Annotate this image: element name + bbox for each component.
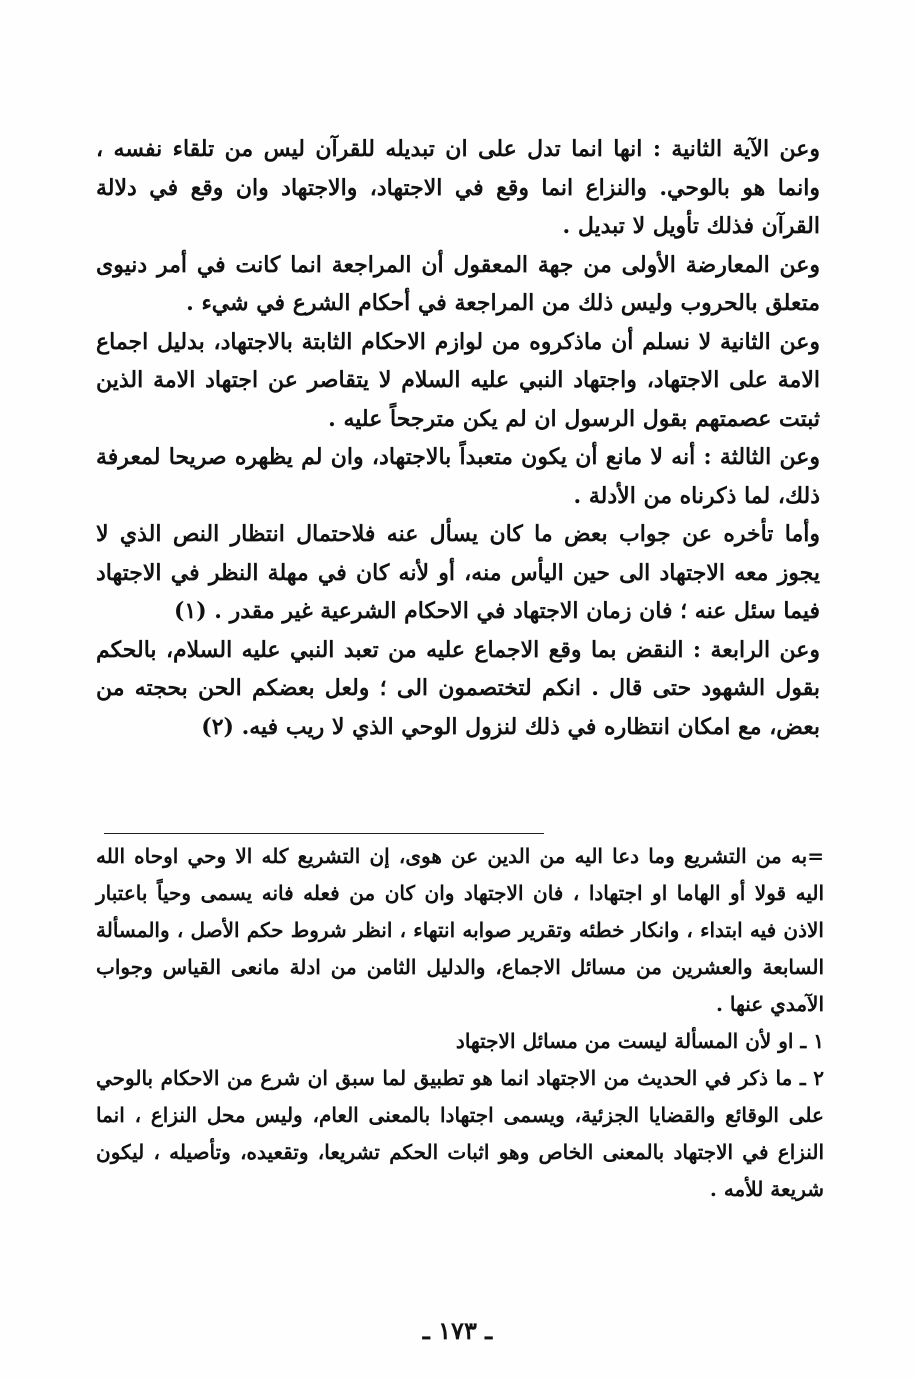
paragraph-second-objection: وعن الثانية لا نسلم أن ماذكروه من لوازم الاحكام الثابتة بالاجتهاد، بدليل اجماع الامة على الاجتهاد، واجتهاد النبي عليه السلام لا يتقاصر عن اجتهاد الامة الذين ثبتت عصمتهم بقول الرسول ان لم يكن مترجحاً عليه .: [96, 328, 820, 432]
paragraph-first-objection: وعن المعارضة الأولى من جهة المعقول أن المراجعة انما كانت في أمر دنيوى متعلق بالحروب وليس ذلك من المراجعة في أحكام الشرع في شيء .: [96, 251, 820, 316]
footnote-divider: [104, 833, 544, 834]
footnote-continuation: =به من التشريع وما دعا اليه من الدين عن هوى، إن التشريع كله الا وحي اوحاه الله اليه قولا أو الهاما او اجتهادا ، فان الاجتهاد وان كان من فعله فانه يسمى وحياً باعتبار الاذن فيه ابتداء ، وانكار خطئه وتقرير صوابه انتهاء ، انظر شروط حكم الأصل ، والمسألة السابعة والعشرين من مسائل الاجماع، والدليل الثامن من ادلة مانعى القياس وجواب الآمدي عنها .: [96, 844, 824, 1016]
footnotes: [96, 838, 824, 1208]
page-number: ـ ١٧٣ ـ: [422, 1316, 493, 1345]
footnote-1: ١ ـ او لأن المسألة ليست من مسائل الاجتهاد: [455, 1029, 824, 1053]
paragraph-third-objection: وعن الثالثة : أنه لا مانع أن يكون متعبداً بالاجتهاد، وان لم يظهره صريحا لمعرفة ذلك، لما ذكرناه من الأدلة .: [96, 444, 820, 509]
paragraph-verse-answer: وعن الآية الثانية : انها انما تدل على ان تبديله للقرآن ليس من تلقاء نفسه ، وانما هو بالوحي. والنزاع انما وقع في الاجتهاد، والاجتهاد وان وقع في دلالة القرآن فذلك تأويل لا تبديل .: [96, 136, 820, 239]
paragraph-delay-answer: وأما تأخره عن جواب بعض ما كان يسأل عنه فلاحتمال انتظار النص الذي لا يجوز معه الاجتهاد الى حين اليأس منه، أو لأنه كان في مهلة النظر في الاجتهاد فيما سئل عنه ؛ فان زمان الاجتهاد في الاحكام الشرعية غير مقدر . (١): [96, 521, 820, 624]
paragraph-fourth-objection: وعن الرابعة : النقض بما وقع الاجماع عليه من تعبد النبي عليه السلام، بالحكم بقول الشهود حتى قال . انكم لتختصمون الى ؛ ولعل بعضكم الحن بحجته من بعض، مع امكان انتظاره في ذلك لنزول الوحي الذي لا ريب فيه. (٢): [96, 636, 820, 740]
footnote-2: ٢ ـ ما ذكر في الحديث من الاجتهاد انما هو تطبيق لما سبق ان شرع من الاحكام بالوحي على الوقائع والقضايا الجزئية، ويسمى اجتهادا بالمعنى العام، وليس محل النزاع ، انما النزاع في الاجتهاد بالمعنى الخاص وهو اثبات الحكم تشريعا، وتقعيده، وتأصيله ، ليكون شريعة للأمه .: [96, 1066, 824, 1201]
main-text: [96, 130, 820, 746]
